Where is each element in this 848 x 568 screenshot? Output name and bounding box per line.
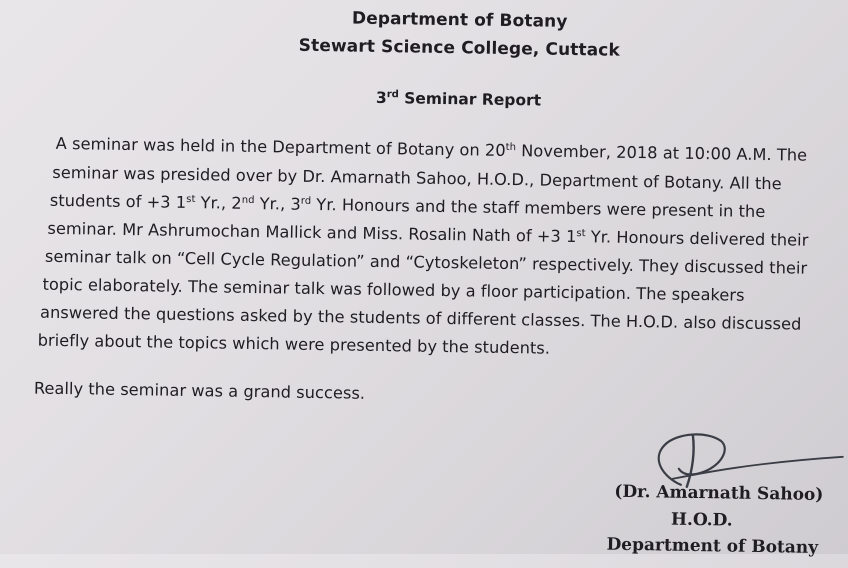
body-line-4: seminar. Mr Ashrumochan Mallick and Miss. Rosalin Nath of +3 1st Yr. Honours delivered their xyxy=(47,218,809,250)
department-heading: Department of Botany xyxy=(351,8,568,32)
signatory-department: Department of Botany xyxy=(606,534,819,558)
body-line-3: students of +3 1st Yr., 2nd Yr., 3rd Yr. Honours and the staff members were present in the xyxy=(49,190,766,222)
body-line-7: answered the questions asked by the students of different classes. The H.O.D. also discussed xyxy=(39,302,802,334)
body-line-5: seminar talk on “Cell Cycle Regulation” and “Cytoskeleton” respectively. They discussed their xyxy=(44,246,808,278)
signatory-name: (Dr. Amarnath Sahoo) xyxy=(614,481,824,505)
body-line-2: seminar was presided over by Dr. Amarnath Sahoo, H.O.D., Department of Botany. All the xyxy=(52,162,782,194)
college-heading: Stewart Science College, Cuttack xyxy=(298,35,620,61)
body-line-6: topic elaborately. The seminar talk was followed by a floor participation. The speakers xyxy=(42,274,745,305)
report-title: 3rd Seminar Report xyxy=(375,88,542,110)
body-line-8: briefly about the topics which were presented by the students. xyxy=(37,330,551,358)
signatory-designation: H.O.D. xyxy=(670,509,733,531)
closing-line: Really the seminar was a grand success. xyxy=(33,378,366,403)
body-line-1: A seminar was held in the Department of Botany on 20th November, 2018 at 10:00 A.M. The xyxy=(55,133,808,165)
